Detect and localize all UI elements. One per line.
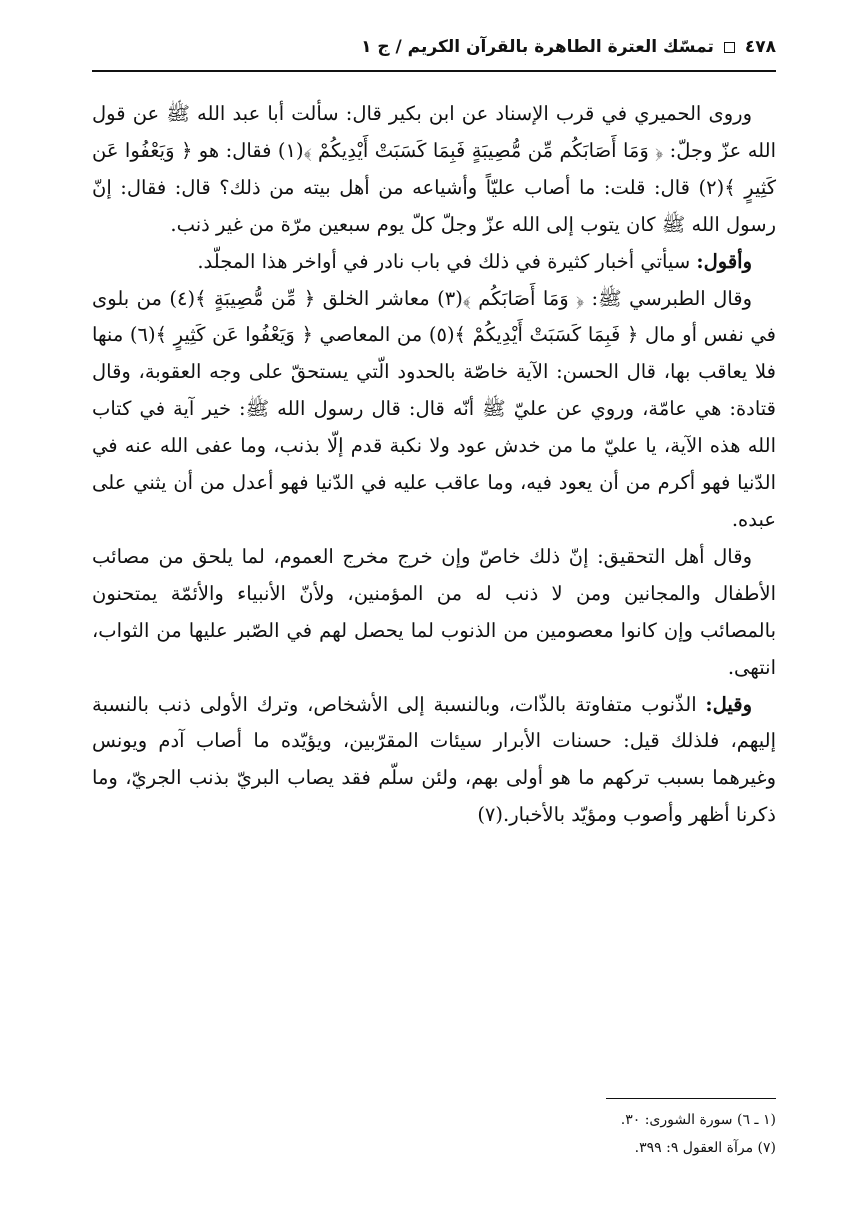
paragraph-3: وقال الطبرسي ﷺ: ﴿ وَمَا أَصَابَكُم ﴾(٣) معاشر الخلق ﴿ مِّن مُّصِيبَةٍ ﴾(٤) من بلوى في نفس أو مال ﴿ فَبِمَا كَسَبَتْ أَيْدِيكُمْ ﴾(٥) من المعاصي ﴿ وَيَعْفُوا عَن كَثِيرٍ ﴾(٦) منها فلا يعاقب بها، قال الحسن: الآية خاصّة بالحدود الّتي يستحقّ على وجه العقوبة، وقال قتادة: هي عامّة، وروي عن عليّ ﷺ أنّه قال: قال رسول الله ﷺ: خير آية في كتاب الله هذه الآية، يا عليّ ما من خدش عود ولا نكبة قدم إلّا بذنب، وما عفى الله عنه في الدّنيا فهو أكرم من أن يعود فيه، وما عاقب عليه في الدّنيا فهو أعدل من أن يثني على عبده. — [92, 286, 776, 531]
paragraph-2-text: سيأتي أخبار كثيرة في ذلك في باب نادر في أواخر هذا المجلّد. — [197, 249, 697, 273]
paragraph-5-lead: وقيل: — [705, 692, 752, 716]
paragraph-5 — [92, 687, 776, 835]
paragraph-2-lead: وأقول: — [696, 249, 752, 273]
footnote-1: (١ ـ ٦) سورة الشورى: ٣٠. — [620, 1112, 776, 1128]
paragraph-4: وقال أهل التحقيق: إنّ ذلك خاصّ وإن خرج مخرج العموم، لما يلحق من مصائب الأطفال والمجانين ومن لا ذنب له من المؤمنين، ولأنّ الأنبياء والأئمّة يمتحنون بالمصائب وإن كانوا معصومين من الذنوب لما يحصل لهم في الصّبر عليها من الثواب، انتهى. — [92, 544, 776, 679]
page-number: ٤٧٨ — [744, 37, 776, 57]
main-text — [92, 96, 776, 834]
footnotes — [92, 1106, 776, 1162]
paragraph-2 — [92, 244, 776, 281]
page-header — [92, 30, 776, 64]
paragraph-1: وروى الحميري في قرب الإسناد عن ابن بكير قال: سألت أبا عبد الله ﷺ عن قول الله عزّ وجلّ: ﴿ وَمَا أَصَابَكُم مِّن مُّصِيبَةٍ فَبِمَا كَسَبَتْ أَيْدِيكُمْ ﴾(١) فقال: هو ﴿ وَيَعْفُوا عَن كَثِيرٍ ﴾(٢) قال: قلت: ما أصاب عليّاً وأشياعه من أهل بيته من ذلك؟ قال: فقال: إنّ رسول الله ﷺ كان يتوب إلى الله عزّ وجلّ كلّ يوم سبعين مرّة من غير ذنب. — [92, 102, 776, 236]
footnote-2: (٧) مرآة العقول ٩: ٣٩٩. — [634, 1140, 776, 1156]
paragraph-5-text: الذّنوب متفاوتة بالذّات، وبالنسبة إلى الأشخاص، وترك الأولى ذنب بالنسبة إليهم، فلذلك قيل: حسنات الأبرار سيئات المقرّبين، ويؤيّده ما أصاب آدم ويونس وغيرهما بسبب تركهم ما هو أولى بهم، ولئن سلّم فقد يصاب البريّ بذنب الجريّ، وما ذكرنا أظهر وأصوب ومؤيّد بالأخبار.(٧) — [92, 692, 776, 827]
running-title: تمسّك العترة الطاهرة بالقرآن الكريم / ج ١ — [361, 37, 714, 57]
square-separator-icon — [724, 42, 735, 53]
header-divider — [92, 70, 776, 72]
footnote-divider — [606, 1098, 776, 1099]
